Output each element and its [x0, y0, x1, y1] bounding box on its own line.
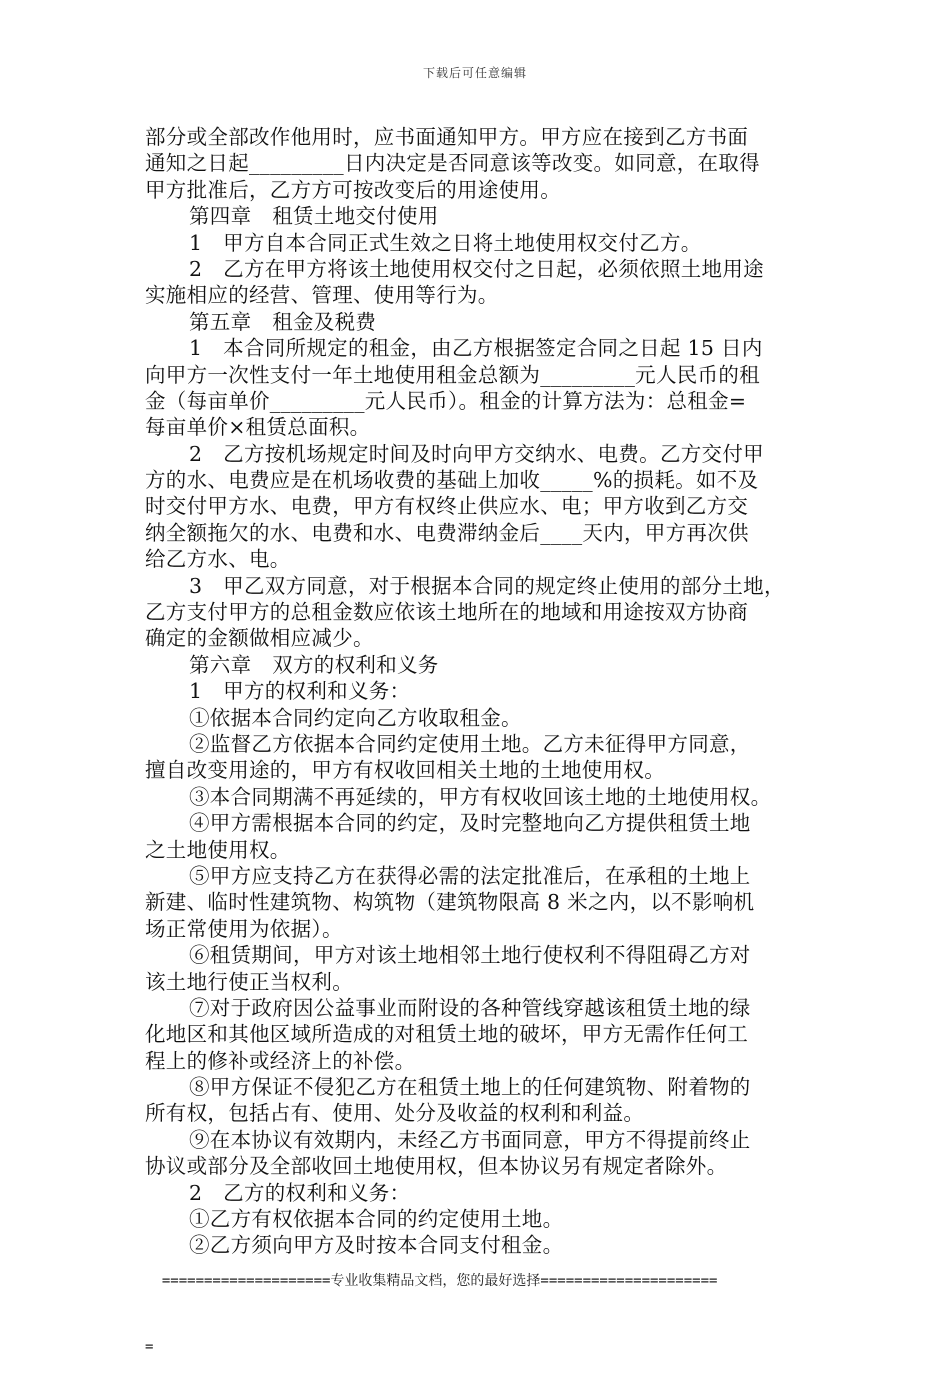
paragraph-line: 2 乙方在甲方将该土地使用权交付之日起，必须依照土地用途: [189, 256, 764, 281]
paragraph-line: 新建、临时性建筑物、构筑物（建筑物限高 8 米之内，以不影响机: [145, 890, 755, 915]
paragraph-line: ②监督乙方依据本合同约定使用土地。乙方未征得甲方同意，: [189, 731, 751, 756]
paragraph-line: 2 乙方按机场规定时间及时向甲方交纳水、电费。乙方交付甲: [189, 441, 764, 466]
paragraph-line: 程上的修补或经济上的补偿。: [145, 1048, 416, 1073]
paragraph-line: 1 甲方的权利和义务：: [189, 679, 411, 704]
paragraph-line: 1 甲方自本合同正式生效之日将土地使用权交付乙方。: [189, 230, 702, 255]
paragraph-line: 给乙方水、电。: [145, 547, 291, 572]
paragraph-line: 第五章 租金及税费: [189, 309, 377, 334]
paragraph-line: ⑦对于政府因公益事业而附设的各种管线穿越该租赁土地的绿: [189, 995, 751, 1020]
paragraph-line: ⑧甲方保证不侵犯乙方在租赁土地上的任何建筑物、附着物的: [189, 1075, 751, 1100]
paragraph-line: 乙方支付甲方的总租金数应依该土地所在的地域和用途按双方协商: [145, 600, 749, 625]
paragraph-line: 每亩单价×租赁总面积。: [145, 415, 371, 440]
paragraph-line: 确定的金额做相应减少。: [145, 626, 374, 651]
footer-banner: ====================专业收集精品文档，您的最好选择=====================: [145, 1273, 718, 1289]
paragraph-line: ①乙方有权依据本合同的约定使用土地。: [189, 1207, 564, 1232]
paragraph-line: ⑤甲方应支持乙方在获得必需的法定批准后，在承租的土地上: [189, 863, 751, 888]
paragraph-line: 化地区和其他区域所造成的对租赁土地的破坏，甲方无需作任何工: [145, 1022, 749, 1047]
paragraph-line: 向甲方一次性支付一年土地使用租金总额为_________元人民币的租: [145, 362, 760, 387]
paragraph-line: ⑥租赁期间，甲方对该土地相邻土地行使权利不得阻碍乙方对: [189, 943, 751, 968]
paragraph-line: 场正常使用为依据）。: [145, 916, 343, 941]
paragraph-line: 部分或全部改作他用时，应书面通知甲方。甲方应在接到乙方书面: [145, 125, 749, 149]
paragraph-line: 甲方批准后，乙方方可按改变后的用途使用。: [145, 177, 561, 202]
paragraph-line: 擅自改变用途的，甲方有权收回相关土地的土地使用权。: [145, 758, 665, 783]
paragraph-line: 金（每亩单价_________元人民币）。租金的计算方法为：总租金=: [145, 388, 747, 413]
paragraph-line: ⑨在本协议有效期内，未经乙方书面同意，甲方不得提前终止: [189, 1127, 751, 1152]
paragraph-line: 第六章 双方的权利和义务: [189, 652, 439, 677]
page-header: 下载后可任意编辑: [422, 66, 527, 80]
paragraph-line: 该土地行使正当权利。: [145, 969, 353, 994]
paragraph-line: 所有权，包括占有、使用、处分及收益的权利和利益。: [145, 1101, 645, 1126]
paragraph-line: 3 甲乙双方同意，对于根据本合同的规定终止使用的部分土地，: [189, 573, 785, 598]
document-body: [145, 124, 815, 1259]
paragraph-line: 协议或部分及全部收回土地使用权，但本协议另有规定者除外。: [145, 1154, 728, 1179]
paragraph-line: 通知之日起_________日内决定是否同意该等改变。如同意，在取得: [145, 151, 760, 176]
page-footer: [145, 1226, 825, 1380]
paragraph-line: 之土地使用权。: [145, 837, 291, 862]
paragraph-line: ①依据本合同约定向乙方收取租金。: [189, 705, 522, 730]
paragraph-line: ③本合同期满不再延续的，甲方有权收回该土地的土地使用权。: [189, 784, 772, 809]
paragraph-line: 1 本合同所规定的租金，由乙方根据签定合同之日起 15 日内: [189, 336, 763, 361]
paragraph-line: ④甲方需根据本合同的约定，及时完整地向乙方提供租赁土地: [189, 811, 751, 836]
paragraph-line: ②乙方须向甲方及时按本合同支付租金。: [189, 1233, 564, 1258]
paragraph-line: 时交付甲方水、电费，甲方有权终止供应水、电；甲方收到乙方交: [145, 494, 749, 519]
paragraph-line: 纳全额拖欠的水、电费和水、电费滞纳金后____天内，甲方再次供: [145, 520, 749, 545]
paragraph-line: 2 乙方的权利和义务：: [189, 1180, 411, 1205]
footer-banner-wrap: =: [145, 1339, 154, 1355]
paragraph-line: 实施相应的经营、管理、使用等行为。: [145, 283, 499, 308]
paragraph-line: 方的水、电费应是在机场收费的基础上加收_____%的损耗。如不及: [145, 468, 759, 493]
paragraph-line: 第四章 租赁土地交付使用: [189, 204, 439, 229]
